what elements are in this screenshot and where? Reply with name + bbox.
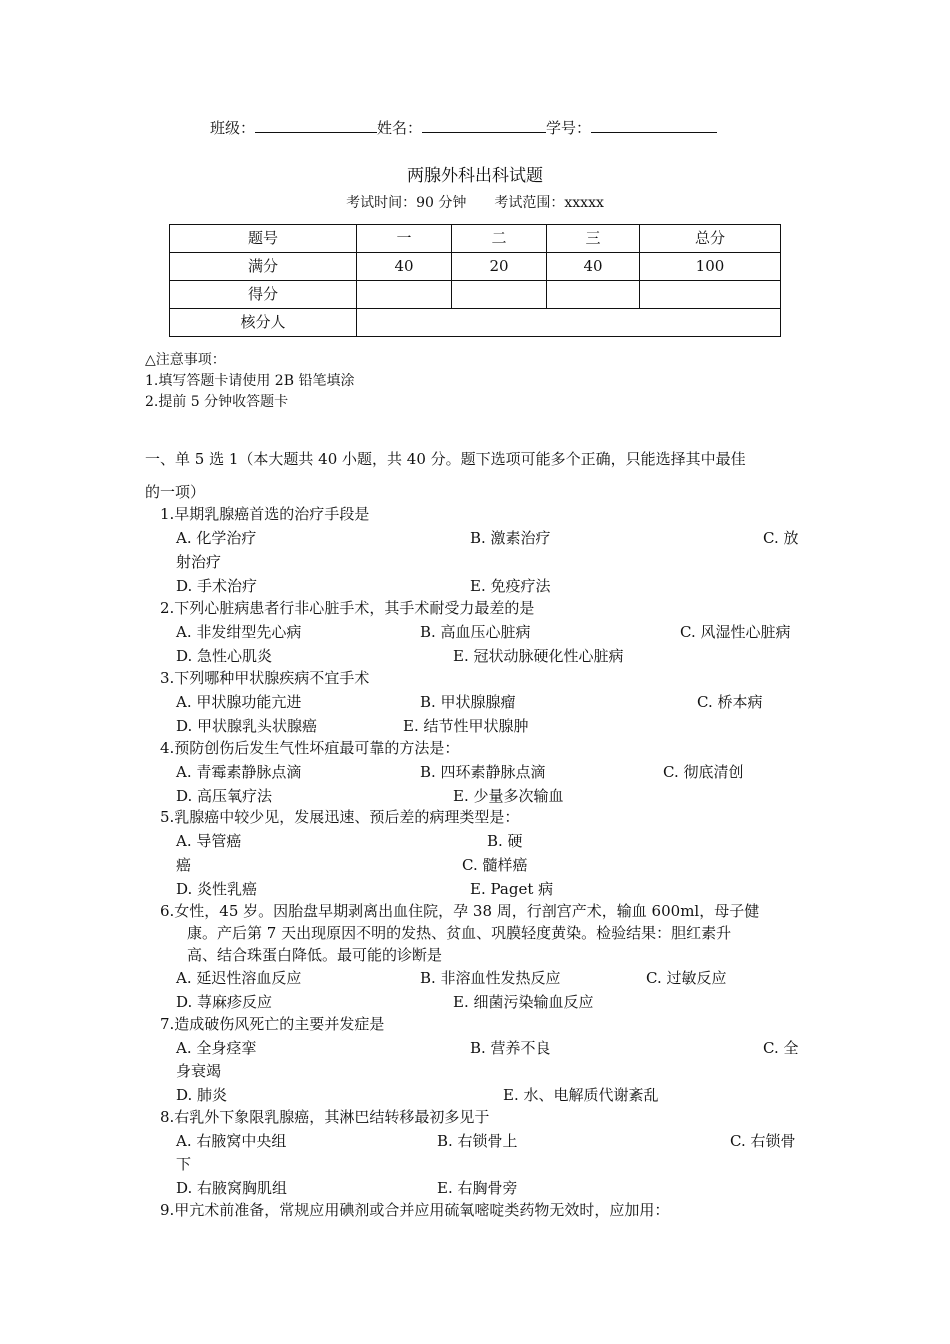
table-cell: 40: [357, 253, 452, 281]
table-cell: 得分: [170, 281, 357, 309]
score-entry-cell[interactable]: [357, 281, 452, 309]
option-d[interactable]: D. 高压氧疗法: [176, 787, 273, 805]
table-cell: 核分人: [170, 309, 357, 337]
table-cell: 满分: [170, 253, 357, 281]
option-b[interactable]: B. 四环素静脉点滴: [420, 763, 546, 781]
question-stem-cont: 康。产后第 7 天出现原因不明的发热、贫血、巩膜轻度黄染。检验结果：胆红素升: [187, 924, 732, 942]
option-b[interactable]: B. 营养不良: [470, 1039, 551, 1057]
option-e[interactable]: E. 水、电解质代谢紊乱: [503, 1086, 659, 1104]
option-c[interactable]: C. 全: [763, 1039, 799, 1057]
question-stem: 2.下列心脏病患者行非心脏手术，其手术耐受力最差的是: [160, 599, 535, 617]
question-stem: 6.女性，45 岁。因胎盘早期剥离出血住院，孕 38 周，行剖宫产术，输血 600ml，母子健: [160, 902, 760, 920]
table-cell: 二: [452, 225, 547, 253]
option-a[interactable]: A. 化学治疗: [176, 529, 257, 547]
option-c[interactable]: C. 桥本病: [697, 693, 763, 711]
option-e[interactable]: E. Paget 病: [470, 880, 554, 898]
table-row: [170, 253, 781, 281]
question-stem: 9.甲亢术前准备，常规应用碘剂或合并应用硫氧嘧啶类药物无效时，应加用：: [160, 1201, 670, 1219]
exam-time: 考试时间：90 分钟: [346, 195, 467, 211]
option-c[interactable]: C. 髓样癌: [462, 856, 528, 874]
option-c[interactable]: C. 过敏反应: [646, 969, 727, 987]
option-e[interactable]: E. 结节性甲状腺肿: [403, 717, 529, 735]
option-b[interactable]: B. 高血压心脏病: [420, 623, 531, 641]
student-info-line: [210, 118, 717, 136]
option-e[interactable]: E. 细菌污染输血反应: [453, 993, 594, 1011]
score-entry-cell[interactable]: [640, 281, 781, 309]
option-c[interactable]: C. 放: [763, 529, 799, 547]
option-d[interactable]: D. 手术治疗: [176, 577, 258, 595]
option-b[interactable]: B. 右锁骨上: [437, 1132, 518, 1150]
table-row: [170, 225, 781, 253]
score-entry-cell[interactable]: [547, 281, 640, 309]
option-b[interactable]: B. 甲状腺腺瘤: [420, 693, 516, 711]
question-stem-cont: 高、结合珠蛋白降低。最可能的诊断是: [187, 946, 443, 964]
option-c[interactable]: C. 风湿性心脏病: [680, 623, 791, 641]
option-c-cont: 射治疗: [176, 553, 222, 571]
notes-title: △注意事项：: [145, 352, 226, 368]
option-a[interactable]: A. 甲状腺功能亢进: [176, 693, 302, 711]
option-e[interactable]: E. 冠状动脉硬化性心脏病: [453, 647, 624, 665]
option-d[interactable]: D. 右腋窝胸肌组: [176, 1179, 288, 1197]
option-a[interactable]: A. 延迟性溶血反应: [176, 969, 302, 987]
option-e[interactable]: E. 右胸骨旁: [437, 1179, 518, 1197]
option-b[interactable]: B. 激素治疗: [470, 529, 551, 547]
section-heading-cont: 的一项）: [145, 483, 206, 501]
note-item: 1.填写答题卡请使用 2B 铅笔填涂: [145, 373, 355, 389]
table-cell: 100: [640, 253, 781, 281]
exam-scope: 考试范围：xxxxx: [494, 195, 604, 211]
table-row: [170, 281, 781, 309]
option-a[interactable]: A. 青霉素静脉点滴: [176, 763, 302, 781]
table-cell: 一: [357, 225, 452, 253]
option-d[interactable]: D. 甲状腺乳头状腺癌: [176, 717, 318, 735]
class-label: 班级：: [210, 119, 256, 137]
option-d[interactable]: D. 肺炎: [176, 1086, 228, 1104]
option-c[interactable]: C. 彻底清创: [663, 763, 744, 781]
question-stem: 7.造成破伤风死亡的主要并发症是: [160, 1015, 385, 1033]
table-cell: 题号: [170, 225, 357, 253]
id-label: 学号：: [546, 119, 592, 137]
exam-subtitle: [0, 196, 950, 210]
score-table: [169, 224, 781, 337]
option-a[interactable]: A. 右腋窝中央组: [176, 1132, 287, 1150]
question-stem: 3.下列哪种甲状腺疾病不宜手术: [160, 669, 370, 687]
name-label: 姓名：: [377, 119, 423, 137]
score-entry-cell[interactable]: [452, 281, 547, 309]
option-a[interactable]: A. 非发绀型先心病: [176, 623, 302, 641]
option-e[interactable]: E. 少量多次输血: [453, 787, 564, 805]
option-d[interactable]: D. 急性心肌炎: [176, 647, 273, 665]
option-e[interactable]: E. 免疫疗法: [470, 577, 551, 595]
option-d[interactable]: D. 炎性乳癌: [176, 880, 258, 898]
option-c-cont: 下: [176, 1155, 192, 1173]
class-blank[interactable]: [255, 118, 377, 133]
option-b[interactable]: B. 硬: [487, 832, 523, 850]
table-cell: 三: [547, 225, 640, 253]
option-a[interactable]: A. 全身痉挛: [176, 1039, 257, 1057]
table-cell: 40: [547, 253, 640, 281]
exam-title: 两腺外科出科试题: [407, 166, 543, 186]
question-stem: 4.预防创伤后发生气性坏疽最可靠的方法是：: [160, 739, 460, 757]
checker-entry-cell[interactable]: [357, 309, 781, 337]
table-cell: 总分: [640, 225, 781, 253]
table-row: [170, 309, 781, 337]
option-b[interactable]: B. 非溶血性发热反应: [420, 969, 561, 987]
id-blank[interactable]: [591, 118, 717, 133]
question-stem: 5.乳腺癌中较少见，发展迅速、预后差的病理类型是：: [160, 808, 520, 826]
name-blank[interactable]: [422, 118, 546, 133]
option-c-cont: 身衰竭: [176, 1062, 222, 1080]
option-c[interactable]: C. 右锁骨: [730, 1132, 796, 1150]
question-stem: 1.早期乳腺癌首选的治疗手段是: [160, 505, 370, 523]
section-heading: 一、单 5 选 1（本大题共 40 小题，共 40 分。题下选项可能多个正确，只能选择其中最佳: [145, 450, 746, 468]
option-a[interactable]: A. 导管癌: [176, 832, 242, 850]
table-cell: 20: [452, 253, 547, 281]
question-stem: 8.右乳外下象限乳腺癌，其淋巴结转移最初多见于: [160, 1108, 490, 1126]
option-d[interactable]: D. 荨麻疹反应: [176, 993, 273, 1011]
option-b-cont: 癌: [176, 856, 192, 874]
note-item: 2.提前 5 分钟收答题卡: [145, 394, 289, 410]
